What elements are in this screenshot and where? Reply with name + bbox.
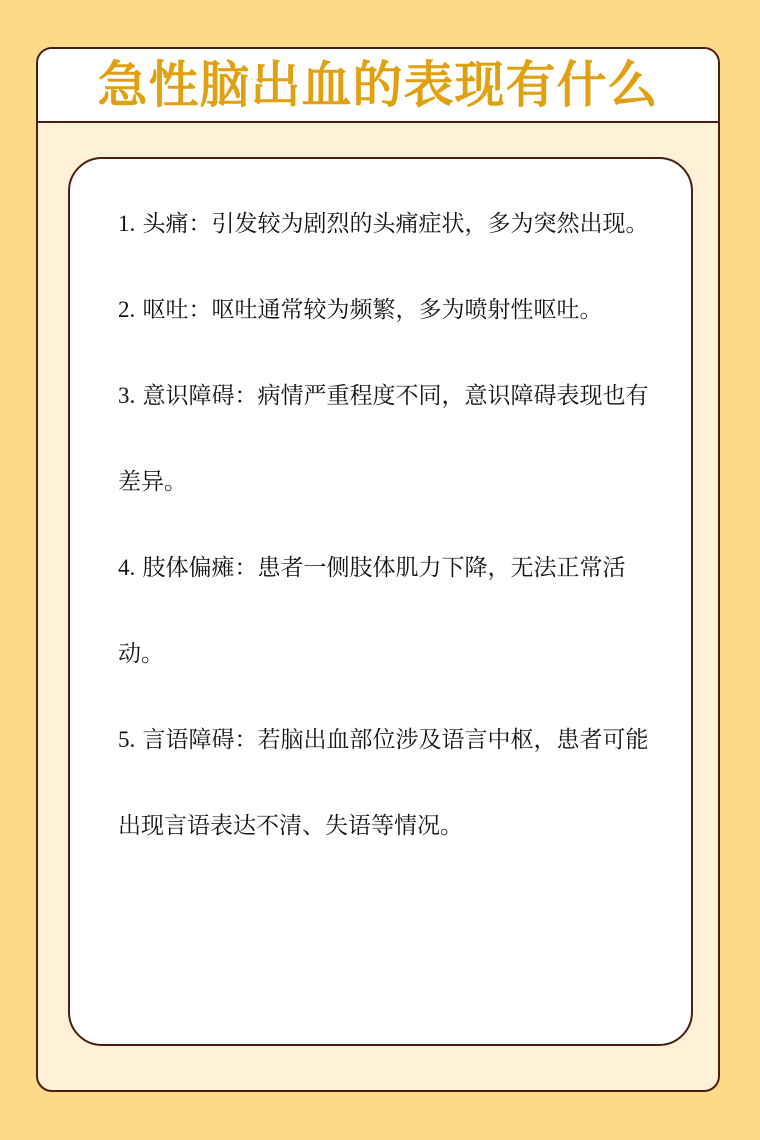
item-text: 肢体偏瘫：患者一侧肢体肌力下降，无法正常活动。 (118, 555, 626, 667)
list-item (118, 697, 658, 869)
item-text: 意识障碍：病情严重程度不同，意识障碍表现也有差异。 (118, 383, 649, 495)
item-number: 5. (118, 727, 136, 752)
symptom-list (118, 181, 658, 869)
item-number: 1. (118, 211, 136, 236)
list-item (118, 181, 658, 267)
list-item (118, 267, 658, 353)
item-number: 2. (118, 297, 136, 322)
list-item (118, 525, 658, 697)
item-text: 呕吐：呕吐通常较为频繁，多为喷射性呕吐。 (135, 297, 603, 323)
list-item (118, 353, 658, 525)
page-title: 急性脑出血的表现有什么 (97, 56, 659, 114)
item-text: 言语障碍：若脑出血部位涉及语言中枢，患者可能出现言语表达不清、失语等情况。 (118, 727, 649, 839)
title-bar (38, 49, 718, 123)
content-card (68, 157, 693, 1046)
item-text: 头痛：引发较为剧烈的头痛症状，多为突然出现。 (135, 211, 649, 237)
item-number: 4. (118, 555, 136, 580)
item-number: 3. (118, 383, 136, 408)
